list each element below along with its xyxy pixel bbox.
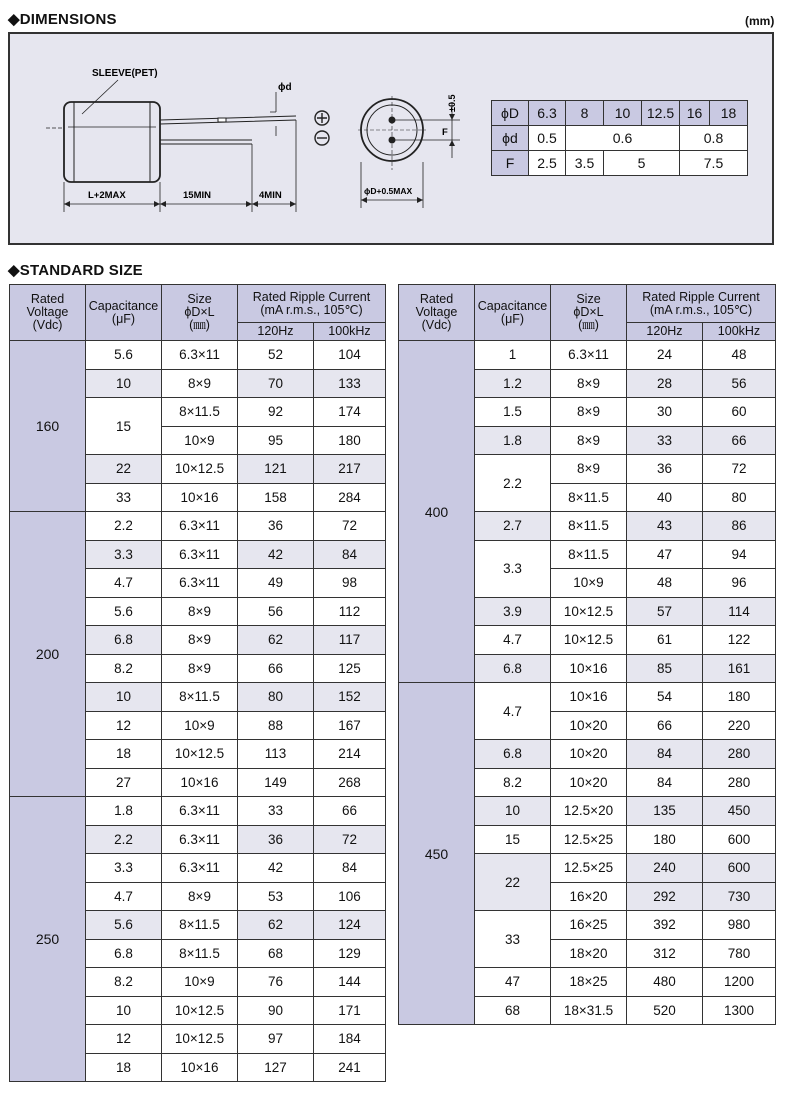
size-cell: 8×11.5 <box>551 483 627 512</box>
ripple-100khz-cell: 284 <box>314 483 386 512</box>
table-row <box>399 341 776 370</box>
ripple-120hz-cell: 392 <box>627 911 703 940</box>
size-cell: 10×12.5 <box>162 1025 238 1054</box>
capacitance-cell: 33 <box>86 483 162 512</box>
ripple-120hz-cell: 62 <box>238 911 314 940</box>
ripple-120hz-cell: 48 <box>627 569 703 598</box>
size-cell: 10×12.5 <box>162 996 238 1025</box>
capacitance-cell: 15 <box>475 825 551 854</box>
table-row <box>10 512 386 541</box>
table-row <box>10 341 386 370</box>
size-cell: 10×9 <box>162 711 238 740</box>
ripple-120hz-cell: 40 <box>627 483 703 512</box>
size-cell: 8×11.5 <box>551 540 627 569</box>
capacitance-cell: 1.8 <box>86 797 162 826</box>
capacitance-cell: 2.7 <box>475 512 551 541</box>
ripple-100khz-cell: 66 <box>314 797 386 826</box>
ripple-100khz-cell: 280 <box>703 740 776 769</box>
size-cell: 18×25 <box>551 968 627 997</box>
ripple-120hz-cell: 70 <box>238 369 314 398</box>
size-cell: 12.5×20 <box>551 797 627 826</box>
capacitance-cell: 3.3 <box>475 540 551 597</box>
capacitance-header: Capacitance (μF) <box>86 285 162 341</box>
dimensions-heading: ◆DIMENSIONS <box>8 11 117 28</box>
capacitance-cell: 5.6 <box>86 341 162 370</box>
ripple-100khz-cell: 114 <box>703 597 776 626</box>
standard-heading: ◆STANDARD SIZE <box>8 262 143 279</box>
row-label-phid: ϕd <box>492 126 529 151</box>
unit-label: (mm) <box>745 14 775 28</box>
size-cell: 6.3×11 <box>162 569 238 598</box>
ripple-100khz-cell: 72 <box>314 825 386 854</box>
ripple-100khz-cell: 60 <box>703 398 776 427</box>
ripple-120hz-cell: 61 <box>627 626 703 655</box>
ripple-header: Rated Ripple Current (mA r.m.s., 105℃) <box>238 285 386 323</box>
lead-dimension-table <box>491 100 748 176</box>
size-cell: 10×9 <box>162 426 238 455</box>
ripple-120hz-cell: 56 <box>238 597 314 626</box>
capacitance-cell: 3.3 <box>86 540 162 569</box>
ripple-100khz-cell: 184 <box>314 1025 386 1054</box>
capacitance-cell: 3.9 <box>475 597 551 626</box>
ripple-120hz-cell: 84 <box>627 768 703 797</box>
ripple-100khz-cell: 980 <box>703 911 776 940</box>
capacitance-cell: 1.8 <box>475 426 551 455</box>
size-cell: 8×11.5 <box>551 512 627 541</box>
ripple-120hz-cell: 292 <box>627 882 703 911</box>
capacitance-cell: 4.7 <box>86 882 162 911</box>
ripple-120hz-cell: 52 <box>238 341 314 370</box>
size-cell: 12.5×25 <box>551 854 627 883</box>
size-cell: 6.3×11 <box>162 341 238 370</box>
size-cell: 10×20 <box>551 740 627 769</box>
size-cell: 8×9 <box>551 398 627 427</box>
ripple-100khz-cell: 122 <box>703 626 776 655</box>
ripple-100khz-cell: 72 <box>314 512 386 541</box>
capacitance-cell: 6.8 <box>475 740 551 769</box>
size-cell: 10×16 <box>551 683 627 712</box>
len1-label: L+2MAX <box>88 190 126 201</box>
ripple-120hz-cell: 520 <box>627 996 703 1025</box>
ripple-100khz-cell: 84 <box>314 540 386 569</box>
ripple-120hz-cell: 127 <box>238 1053 314 1082</box>
size-cell: 8×9 <box>551 455 627 484</box>
ripple-120hz-cell: 36 <box>627 455 703 484</box>
size-cell: 6.3×11 <box>162 540 238 569</box>
capacitance-cell: 2.2 <box>86 825 162 854</box>
ripple-120hz-cell: 68 <box>238 939 314 968</box>
ripple-120hz-cell: 42 <box>238 540 314 569</box>
lead-cell: 0.5 <box>529 126 566 151</box>
capacitance-cell: 1.2 <box>475 369 551 398</box>
capacitance-cell: 18 <box>86 1053 162 1082</box>
capacitance-cell: 27 <box>86 768 162 797</box>
capacitance-cell: 6.8 <box>475 654 551 683</box>
ripple-100khz-cell: 104 <box>314 341 386 370</box>
voltage-cell: 400 <box>399 341 475 683</box>
size-cell: 16×25 <box>551 911 627 940</box>
dia-cell: 6.3 <box>529 101 566 126</box>
ripple-100khz-cell: 56 <box>703 369 776 398</box>
size-cell: 10×20 <box>551 711 627 740</box>
dia-cell: 12.5 <box>642 101 680 126</box>
ripple-120hz-cell: 42 <box>238 854 314 883</box>
capacitance-cell: 6.8 <box>86 626 162 655</box>
pitch-cell: 7.5 <box>680 151 748 176</box>
capacitance-cell: 47 <box>475 968 551 997</box>
ripple-120hz-cell: 121 <box>238 455 314 484</box>
ripple-120hz-cell: 30 <box>627 398 703 427</box>
voltage-cell: 160 <box>10 341 86 512</box>
pitch-cell: 3.5 <box>566 151 604 176</box>
size-cell: 10×12.5 <box>162 740 238 769</box>
capacitance-cell: 18 <box>86 740 162 769</box>
capacitance-cell: 5.6 <box>86 597 162 626</box>
ripple-120hz-cell: 80 <box>238 683 314 712</box>
voltage-cell: 200 <box>10 512 86 797</box>
size-cell: 8×9 <box>551 369 627 398</box>
ripple-100khz-cell: 167 <box>314 711 386 740</box>
pitch-cell: 5 <box>604 151 680 176</box>
ripple-120hz-cell: 33 <box>238 797 314 826</box>
ripple-120hz-cell: 62 <box>238 626 314 655</box>
lead-dia-label: ϕd <box>278 82 292 93</box>
lead-short <box>160 140 252 144</box>
voltage-header: Rated Voltage (Vdc) <box>10 285 86 341</box>
capacitor-body <box>64 102 160 182</box>
size-cell: 10×12.5 <box>551 626 627 655</box>
size-cell: 10×20 <box>551 768 627 797</box>
size-cell: 6.3×11 <box>162 854 238 883</box>
ripple-120hz-cell: 36 <box>238 825 314 854</box>
lead-long <box>160 116 296 124</box>
ripple-100khz-cell: 66 <box>703 426 776 455</box>
size-cell: 10×9 <box>162 968 238 997</box>
ripple-100khz-cell: 730 <box>703 882 776 911</box>
standard-size-table-left <box>9 284 386 1082</box>
ripple-120hz-cell: 95 <box>238 426 314 455</box>
len3-label: 4MIN <box>259 190 282 201</box>
dia-cell: 10 <box>604 101 642 126</box>
freq-120hz-header: 120Hz <box>627 323 703 341</box>
capacitance-cell: 12 <box>86 1025 162 1054</box>
capacitance-cell: 2.2 <box>475 455 551 512</box>
dia-tol-label: ϕD+0.5MAX <box>364 186 413 196</box>
ripple-120hz-cell: 33 <box>627 426 703 455</box>
size-cell: 12.5×25 <box>551 825 627 854</box>
ripple-100khz-cell: 268 <box>314 768 386 797</box>
ripple-120hz-cell: 480 <box>627 968 703 997</box>
ripple-120hz-cell: 158 <box>238 483 314 512</box>
capacitance-cell: 1 <box>475 341 551 370</box>
voltage-header: Rated Voltage (Vdc) <box>399 285 475 341</box>
size-cell: 8×9 <box>162 369 238 398</box>
capacitance-cell: 15 <box>86 398 162 455</box>
ripple-120hz-cell: 85 <box>627 654 703 683</box>
ripple-100khz-cell: 94 <box>703 540 776 569</box>
ripple-120hz-cell: 66 <box>238 654 314 683</box>
dia-cell: 16 <box>680 101 710 126</box>
size-cell: 10×16 <box>162 1053 238 1082</box>
ripple-120hz-cell: 54 <box>627 683 703 712</box>
ripple-100khz-cell: 124 <box>314 911 386 940</box>
ripple-100khz-cell: 450 <box>703 797 776 826</box>
f-label: F <box>442 127 448 138</box>
ripple-100khz-cell: 84 <box>314 854 386 883</box>
capacitance-cell: 33 <box>475 911 551 968</box>
freq-120hz-header: 120Hz <box>238 323 314 341</box>
ripple-100khz-cell: 180 <box>314 426 386 455</box>
ripple-100khz-cell: 144 <box>314 968 386 997</box>
ripple-100khz-cell: 1200 <box>703 968 776 997</box>
ripple-100khz-cell: 161 <box>703 654 776 683</box>
capacitance-cell: 6.8 <box>86 939 162 968</box>
lead-cell: 0.6 <box>566 126 680 151</box>
table-row <box>10 797 386 826</box>
size-header: Size ϕD×L (㎜) <box>162 285 238 341</box>
ripple-120hz-cell: 49 <box>238 569 314 598</box>
capacitance-cell: 8.2 <box>86 654 162 683</box>
size-cell: 10×12.5 <box>551 597 627 626</box>
ripple-100khz-cell: 600 <box>703 854 776 883</box>
voltage-cell: 450 <box>399 683 475 1025</box>
ripple-100khz-cell: 1300 <box>703 996 776 1025</box>
size-cell: 8×11.5 <box>162 683 238 712</box>
size-cell: 6.3×11 <box>551 341 627 370</box>
ripple-header: Rated Ripple Current (mA r.m.s., 105℃) <box>627 285 776 323</box>
size-cell: 18×20 <box>551 939 627 968</box>
ripple-120hz-cell: 43 <box>627 512 703 541</box>
ripple-100khz-cell: 600 <box>703 825 776 854</box>
ripple-120hz-cell: 57 <box>627 597 703 626</box>
ripple-120hz-cell: 66 <box>627 711 703 740</box>
size-cell: 8×11.5 <box>162 939 238 968</box>
ripple-100khz-cell: 214 <box>314 740 386 769</box>
ripple-100khz-cell: 152 <box>314 683 386 712</box>
row-label-F: F <box>492 151 529 176</box>
capacitance-cell: 10 <box>475 797 551 826</box>
size-cell: 10×16 <box>162 483 238 512</box>
capacitance-cell: 8.2 <box>475 768 551 797</box>
capacitance-cell: 4.7 <box>475 626 551 655</box>
ripple-120hz-cell: 240 <box>627 854 703 883</box>
ripple-120hz-cell: 76 <box>238 968 314 997</box>
ripple-120hz-cell: 24 <box>627 341 703 370</box>
len2-label: 15MIN <box>183 190 211 201</box>
ripple-100khz-cell: 280 <box>703 768 776 797</box>
ripple-100khz-cell: 98 <box>314 569 386 598</box>
ripple-120hz-cell: 84 <box>627 740 703 769</box>
size-cell: 10×16 <box>551 654 627 683</box>
ripple-120hz-cell: 28 <box>627 369 703 398</box>
ripple-120hz-cell: 113 <box>238 740 314 769</box>
size-cell: 6.3×11 <box>162 797 238 826</box>
size-cell: 8×11.5 <box>162 911 238 940</box>
capacitance-cell: 4.7 <box>86 569 162 598</box>
size-cell: 16×20 <box>551 882 627 911</box>
ripple-100khz-cell: 48 <box>703 341 776 370</box>
capacitance-cell: 10 <box>86 683 162 712</box>
ripple-100khz-cell: 220 <box>703 711 776 740</box>
ripple-120hz-cell: 53 <box>238 882 314 911</box>
size-cell: 8×9 <box>551 426 627 455</box>
ripple-100khz-cell: 241 <box>314 1053 386 1082</box>
size-header: Size ϕD×L (㎜) <box>551 285 627 341</box>
row-label-phiD: ϕD <box>492 101 529 126</box>
dia-cell: 8 <box>566 101 604 126</box>
capacitance-cell: 10 <box>86 996 162 1025</box>
freq-100khz-header: 100kHz <box>314 323 386 341</box>
capacitance-cell: 12 <box>86 711 162 740</box>
freq-100khz-header: 100kHz <box>703 323 776 341</box>
capacitance-cell: 5.6 <box>86 911 162 940</box>
size-cell: 6.3×11 <box>162 512 238 541</box>
ripple-100khz-cell: 171 <box>314 996 386 1025</box>
ripple-100khz-cell: 133 <box>314 369 386 398</box>
ripple-100khz-cell: 80 <box>703 483 776 512</box>
ripple-120hz-cell: 90 <box>238 996 314 1025</box>
ripple-120hz-cell: 88 <box>238 711 314 740</box>
size-cell: 8×11.5 <box>162 398 238 427</box>
ripple-120hz-cell: 92 <box>238 398 314 427</box>
f-tol-label: ±0.5 <box>447 94 457 112</box>
ripple-100khz-cell: 780 <box>703 939 776 968</box>
voltage-cell: 250 <box>10 797 86 1082</box>
ripple-120hz-cell: 180 <box>627 825 703 854</box>
ripple-120hz-cell: 135 <box>627 797 703 826</box>
size-cell: 8×9 <box>162 882 238 911</box>
ripple-100khz-cell: 217 <box>314 455 386 484</box>
ripple-100khz-cell: 180 <box>703 683 776 712</box>
capacitance-cell: 2.2 <box>86 512 162 541</box>
capacitance-cell: 4.7 <box>475 683 551 740</box>
standard-size-table-right <box>398 284 776 1025</box>
capacitance-cell: 3.3 <box>86 854 162 883</box>
ripple-120hz-cell: 36 <box>238 512 314 541</box>
ripple-100khz-cell: 112 <box>314 597 386 626</box>
size-cell: 6.3×11 <box>162 825 238 854</box>
capacitance-cell: 8.2 <box>86 968 162 997</box>
pitch-cell: 2.5 <box>529 151 566 176</box>
size-cell: 10×12.5 <box>162 455 238 484</box>
capacitance-cell: 22 <box>475 854 551 911</box>
size-cell: 8×9 <box>162 654 238 683</box>
ripple-100khz-cell: 96 <box>703 569 776 598</box>
capacitance-cell: 68 <box>475 996 551 1025</box>
ripple-100khz-cell: 86 <box>703 512 776 541</box>
ripple-120hz-cell: 47 <box>627 540 703 569</box>
sleeve-label: SLEEVE(PET) <box>92 68 158 79</box>
ripple-100khz-cell: 125 <box>314 654 386 683</box>
size-cell: 18×31.5 <box>551 996 627 1025</box>
dia-cell: 18 <box>710 101 748 126</box>
ripple-120hz-cell: 149 <box>238 768 314 797</box>
capacitance-header: Capacitance (μF) <box>475 285 551 341</box>
size-cell: 10×9 <box>551 569 627 598</box>
ripple-100khz-cell: 174 <box>314 398 386 427</box>
lead-cell: 0.8 <box>680 126 748 151</box>
ripple-100khz-cell: 106 <box>314 882 386 911</box>
ripple-100khz-cell: 117 <box>314 626 386 655</box>
size-cell: 10×16 <box>162 768 238 797</box>
capacitance-cell: 1.5 <box>475 398 551 427</box>
table-row <box>399 683 776 712</box>
capacitance-cell: 10 <box>86 369 162 398</box>
size-cell: 8×9 <box>162 626 238 655</box>
capacitor-drawing <box>8 32 488 245</box>
capacitance-cell: 22 <box>86 455 162 484</box>
ripple-120hz-cell: 97 <box>238 1025 314 1054</box>
ripple-100khz-cell: 72 <box>703 455 776 484</box>
size-cell: 8×9 <box>162 597 238 626</box>
ripple-120hz-cell: 312 <box>627 939 703 968</box>
ripple-100khz-cell: 129 <box>314 939 386 968</box>
